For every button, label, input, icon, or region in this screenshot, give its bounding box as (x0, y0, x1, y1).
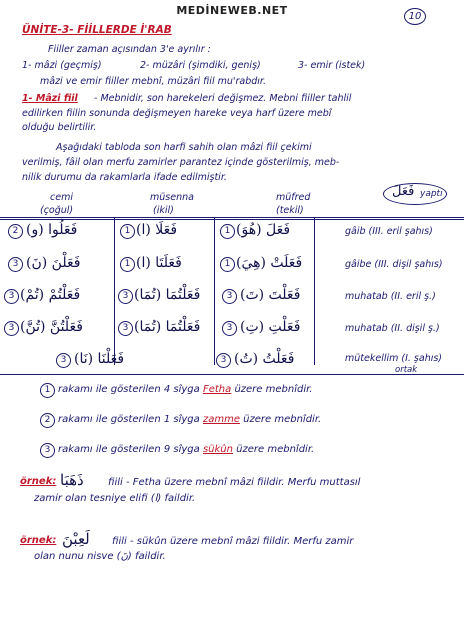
row2-cemi: فَعَلْنَ (نَ) (26, 255, 81, 271)
mazi-label: 1- Mâzi fiil (22, 93, 78, 104)
table-top-rule (0, 217, 464, 218)
row1-cemi: فَعَلُوا (و) (26, 222, 78, 238)
example2-label: örnek: (20, 535, 57, 546)
row5-mufred: فَعَلْتُ (تُ) (234, 351, 295, 367)
row3-musenna-num: 3 (118, 289, 133, 304)
intro-line-3: mâzi ve emir fiiller mebnî, müzâri fiil mu'rabdır. (40, 76, 266, 87)
row3-cemi: فَعَلْتُمْ (تُمْ) (20, 287, 81, 303)
row5-cemi: فَعَلْنَا (نَا) (74, 351, 125, 367)
row5-mufred-num: 3 (216, 353, 231, 368)
mazi-line-1: - Mebnidir, son harekeleri değişmez. Mebni fiiller tahlil (94, 93, 352, 104)
intro-item-1: 1- mâzi (geçmiş) (22, 60, 102, 71)
table-intro-line-2: verilmiş, fâil olan merfu zamirler parantez içinde gösterilmiş, meb- (22, 157, 340, 168)
row4-cemi: فَعَلْتُنَّ (تُنَّ) (20, 319, 83, 335)
example1-label: örnek: (20, 476, 57, 487)
example1-text-2: zamir olan tesniye elifi (ا) faildir. (34, 493, 196, 504)
page-number: 10 (404, 8, 426, 25)
mazi-line-3: olduğu belirtilir. (22, 122, 97, 133)
table-col-divider-1 (114, 217, 115, 365)
table-top-rule-2 (0, 219, 464, 220)
example1-text-1: fiili - Fetha üzere mebnî mâzi fiildir. Merfu muttasıl (108, 477, 361, 488)
row1-musenna: فَعَلَا (ا) (136, 222, 178, 238)
row4-musenna-num: 3 (118, 321, 133, 336)
site-header: MEDİNEWEB.NET (176, 4, 288, 17)
row4-cemi-num: 3 (4, 321, 19, 336)
row1-mufred: فَعَلَ (هُوَ) (236, 222, 291, 238)
row3-cemi-num: 3 (4, 289, 19, 304)
intro-line-1: Fiiller zaman açısından 3'e ayrılır : (48, 44, 211, 55)
row4-musenna: فَعَلْتُمَا (تُمَا) (134, 319, 201, 335)
row3-musenna: فَعَلْتُمَا (تُمَا) (134, 287, 201, 303)
note3-num: 3 (40, 443, 55, 458)
note1-num: 1 (40, 383, 55, 398)
row2-mufred-num: 1 (220, 257, 235, 272)
row1-cemi-num: 2 (8, 224, 23, 239)
col-mufred: müfred (276, 192, 311, 203)
intro-item-2: 2- müzâri (şimdiki, geniş) (140, 60, 261, 71)
mazi-line-2: edilirken fiilin sonunda değişmeyen hareke veya harf üzere mebî (22, 108, 332, 119)
row5-person-sub: ortak (395, 365, 418, 375)
example2-text-1: fiili - sükûn üzere mebnî mâzi fiildir. Merfu zamir (112, 536, 354, 547)
note2-num: 2 (40, 413, 55, 428)
note3-text: rakamı ile gösterilen 9 sîyga sükûn üzere mebnîdir. (58, 444, 315, 455)
row5-person: mütekellim (I. şahıs) (345, 353, 443, 364)
example2-text-2: olan nunu nisve (نَ) faildir. (34, 551, 166, 562)
col-musenna: müsenna (150, 192, 194, 203)
row3-mufred: فَعَلْتَ (تَ) (240, 287, 301, 303)
row3-person: muhatab (II. eril ş.) (345, 291, 436, 302)
row1-person: gâib (III. eril şahıs) (345, 226, 433, 237)
row2-musenna: فَعَلَتَا (ا) (136, 255, 182, 271)
row2-cemi-num: 3 (8, 257, 23, 272)
intro-item-3: 3- emir (istek) (298, 60, 366, 71)
table-col-divider-3 (314, 217, 315, 365)
example1-arabic: ذَهَبَا (60, 471, 84, 489)
table-col-divider-2 (214, 217, 215, 365)
fil-arabic: فَعَلَ (392, 184, 415, 199)
row4-mufred: فَعَلْتِ (تِ) (240, 319, 301, 335)
col-mufred-sub: (tekil) (276, 205, 304, 216)
row5-cemi-num: 3 (56, 353, 71, 368)
fil-label: yaptı (420, 189, 443, 199)
col-cemi: cemi (50, 192, 73, 203)
example2-arabic: لَعِبْنَ (62, 530, 90, 548)
unit-title: ÜNİTE-3- FİİLLERDE İ'RAB (22, 24, 172, 36)
row2-mufred: فَعَلَتْ (هِيَ) (236, 255, 303, 271)
row2-musenna-num: 1 (120, 257, 135, 272)
row3-mufred-num: 3 (222, 289, 237, 304)
table-intro-line-3: nilik durumu da rakamlarla ifade edilmiştir. (22, 172, 227, 183)
row4-mufred-num: 3 (222, 321, 237, 336)
note1-text: rakamı ile gösterilen 4 sîyga Fetha üzere mebnîdir. (58, 384, 313, 395)
col-musenna-sub: (ikil) (153, 205, 174, 216)
row1-mufred-num: 1 (220, 224, 235, 239)
row4-person: muhatab (II. dişil ş.) (345, 323, 440, 334)
col-cemi-sub: (çoğul) (40, 205, 74, 216)
note2-text: rakamı ile gösterilen 1 sîyga zamme üzere mebnîdir. (58, 414, 322, 425)
row2-person: gâibe (III. dişil şahıs) (345, 259, 443, 270)
row1-musenna-num: 1 (120, 224, 135, 239)
table-intro-line-1: Aşağıdaki tabloda son harfi sahih olan mâzi fiil çekimi (56, 142, 312, 153)
